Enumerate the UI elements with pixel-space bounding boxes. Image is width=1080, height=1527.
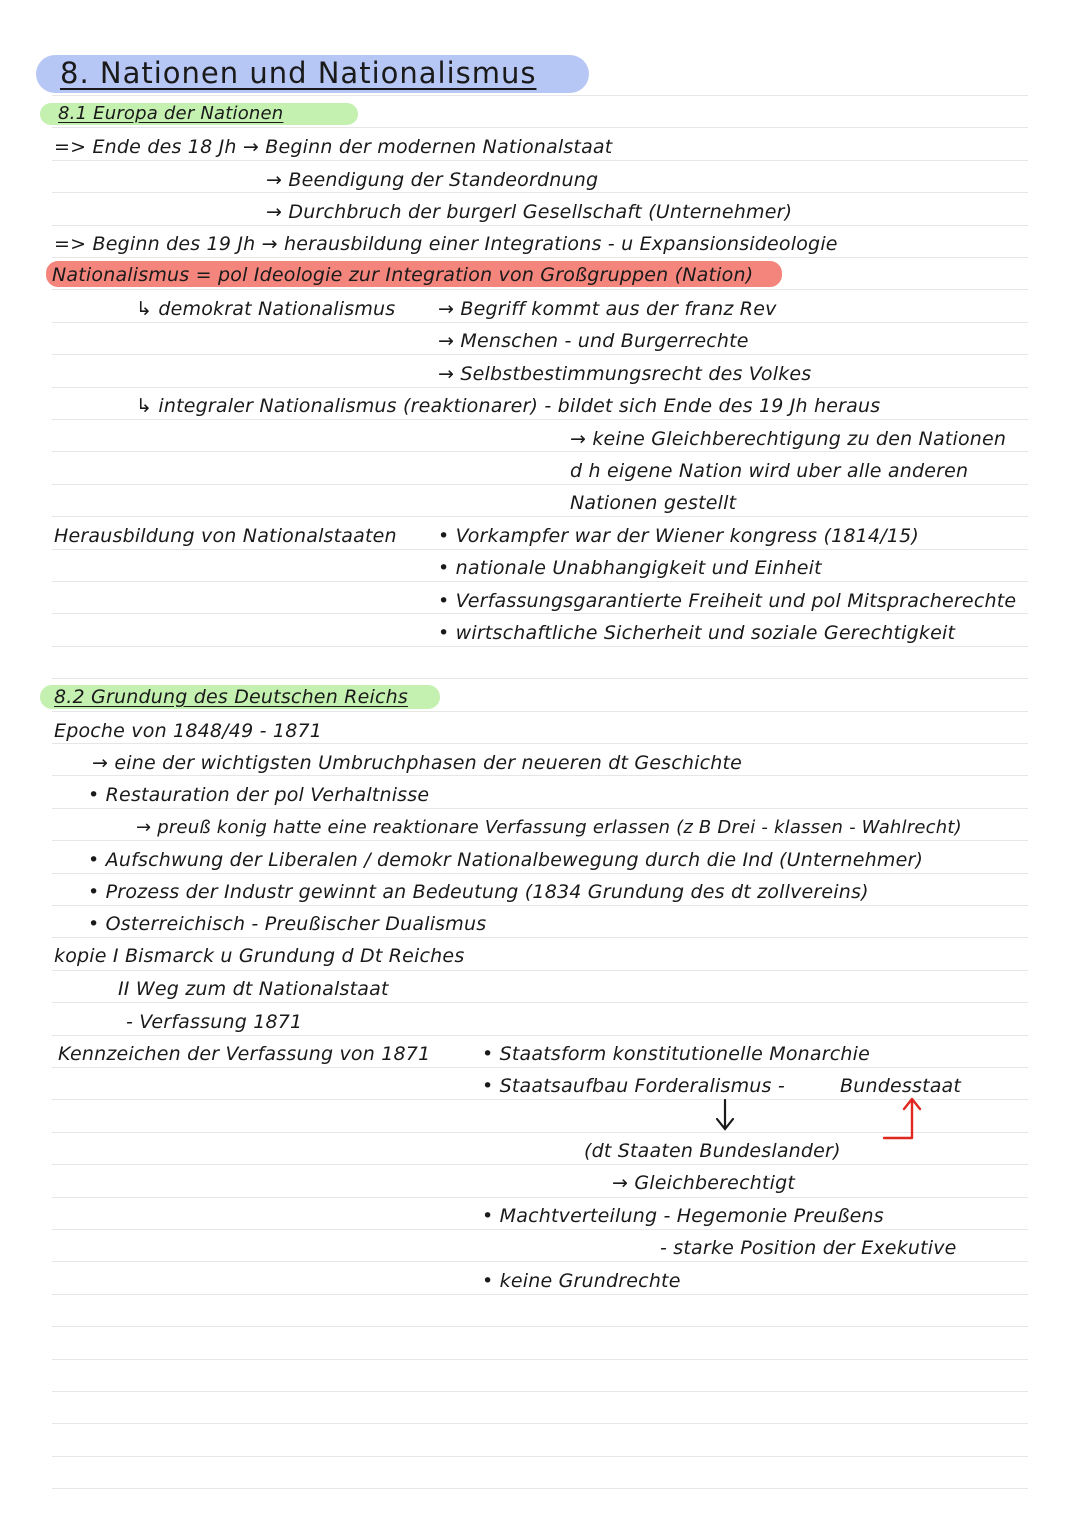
list-item: • Aufschwung der Liberalen / demokr Nationalbewegung durch die Ind (Unternehmer) — [88, 849, 924, 871]
ruled-line — [52, 1197, 1028, 1198]
text-line: II Weg zum dt Nationalstaat — [118, 978, 389, 1000]
ruled-line — [52, 322, 1028, 323]
ruled-line — [52, 775, 1028, 776]
list-item: • Osterreichisch - Preußischer Dualismus — [88, 913, 487, 935]
ruled-line — [52, 1359, 1028, 1360]
ruled-line — [52, 1391, 1028, 1392]
ruled-line — [52, 225, 1028, 226]
list-item: • Machtverteilung - Hegemonie Preußens — [482, 1205, 884, 1227]
text-line: - Verfassung 1871 — [126, 1011, 303, 1033]
section-heading-8-2: 8.2 Grundung des Deutschen Reichs — [54, 686, 408, 708]
ruled-line — [52, 1035, 1028, 1036]
ruled-line — [52, 1164, 1028, 1165]
ruled-line — [52, 613, 1028, 614]
text-line: → Selbstbestimmungsrecht des Volkes — [438, 363, 812, 385]
text-line: ↳ demokrat Nationalismus — [136, 298, 396, 320]
ruled-line — [52, 387, 1028, 388]
arrow-down-icon — [710, 1098, 740, 1134]
ruled-line — [52, 451, 1028, 452]
ruled-line — [52, 354, 1028, 355]
list-item: • Restauration der pol Verhaltnisse — [88, 784, 430, 806]
ruled-line — [52, 1326, 1028, 1327]
ruled-line — [52, 743, 1028, 744]
ruled-line — [52, 549, 1028, 550]
ruled-line — [52, 192, 1028, 193]
list-item: • nationale Unabhangigkeit und Einheit — [438, 557, 822, 579]
red-arrow-up-icon — [880, 1094, 930, 1144]
ruled-line — [52, 1488, 1028, 1489]
text-line: Kennzeichen der Verfassung von 1871 — [58, 1043, 431, 1065]
ruled-line — [52, 257, 1028, 258]
text-line: => Ende des 18 Jh → Beginn der modernen Nationalstaat — [54, 136, 613, 158]
list-item: • wirtschaftliche Sicherheit und soziale Gerechtigkeit — [438, 622, 956, 644]
text-line: kopie I Bismarck u Grundung d Dt Reiches — [54, 945, 465, 967]
list-item: • Prozess der Industr gewinnt an Bedeutung (1834 Grundung des dt zollvereins) — [88, 881, 869, 903]
ruled-line — [52, 289, 1028, 290]
ruled-line — [52, 1423, 1028, 1424]
list-item: • Staatsform konstitutionelle Monarchie — [482, 1043, 870, 1065]
ruled-line — [52, 840, 1028, 841]
ruled-line — [52, 1456, 1028, 1457]
ruled-line — [52, 581, 1028, 582]
text-line: => Beginn des 19 Jh → herausbildung einer Integrations - u Expansionsideologie — [54, 233, 838, 255]
text-line: d h eigene Nation wird uber alle anderen — [570, 460, 969, 482]
ruled-line — [52, 160, 1028, 161]
ruled-line — [52, 808, 1028, 809]
ruled-line — [52, 484, 1028, 485]
ruled-line — [52, 678, 1028, 679]
ruled-line — [52, 937, 1028, 938]
definition-line: Nationalismus = pol Ideologie zur Integration von Großgruppen (Nation) — [52, 264, 754, 286]
text-line: → keine Gleichberechtigung zu den Nationen — [570, 428, 1007, 450]
ruled-line — [52, 905, 1028, 906]
ruled-line — [52, 873, 1028, 874]
text-line: → preuß konig hatte eine reaktionare Verfassung erlassen (z B Drei - klassen - Wahlrecht) — [136, 817, 962, 838]
list-item: • Verfassungsgarantierte Freiheit und pol Mitspracherechte — [438, 590, 1017, 612]
ruled-line — [52, 1067, 1028, 1068]
text-line: ↳ integraler Nationalismus (reaktionarer) - bildet sich Ende des 19 Jh heraus — [136, 395, 881, 417]
page-title: 8. Nationen und Nationalismus — [60, 56, 537, 90]
ruled-line — [52, 646, 1028, 647]
text-line: (dt Staaten Bundeslander) — [584, 1140, 841, 1162]
ruled-line — [52, 1261, 1028, 1262]
text-line: Herausbildung von Nationalstaaten — [54, 525, 397, 547]
text-line: - starke Position der Exekutive — [660, 1237, 957, 1259]
text-line: Epoche von 1848/49 - 1871 — [54, 720, 323, 742]
ruled-line — [52, 419, 1028, 420]
ruled-line — [52, 1229, 1028, 1230]
text-line: → eine der wichtigsten Umbruchphasen der neueren dt Geschichte — [92, 752, 743, 774]
text-line: → Beendigung der Standeordnung — [266, 169, 599, 191]
list-item: • keine Grundrechte — [482, 1270, 681, 1292]
ruled-line — [52, 516, 1028, 517]
list-item: • Staatsaufbau Forderalismus - — [482, 1075, 785, 1097]
list-item: • Vorkampfer war der Wiener kongress (1814/15) — [438, 525, 920, 547]
ruled-line — [52, 127, 1028, 128]
ruled-line — [52, 970, 1028, 971]
text-line: → Gleichberechtigt — [612, 1172, 795, 1194]
ruled-line — [52, 95, 1028, 96]
ruled-line — [52, 711, 1028, 712]
ruled-line — [52, 1294, 1028, 1295]
text-line: Bundesstaat — [840, 1075, 962, 1097]
text-line: → Menschen - und Burgerrechte — [438, 330, 749, 352]
text-line: → Begriff kommt aus der franz Rev — [438, 298, 777, 320]
section-heading-8-1: 8.1 Europa der Nationen — [58, 103, 284, 124]
text-line: → Durchbruch der burgerl Gesellschaft (Unternehmer) — [266, 201, 793, 223]
text-line: Nationen gestellt — [570, 492, 737, 514]
ruled-line — [52, 1002, 1028, 1003]
